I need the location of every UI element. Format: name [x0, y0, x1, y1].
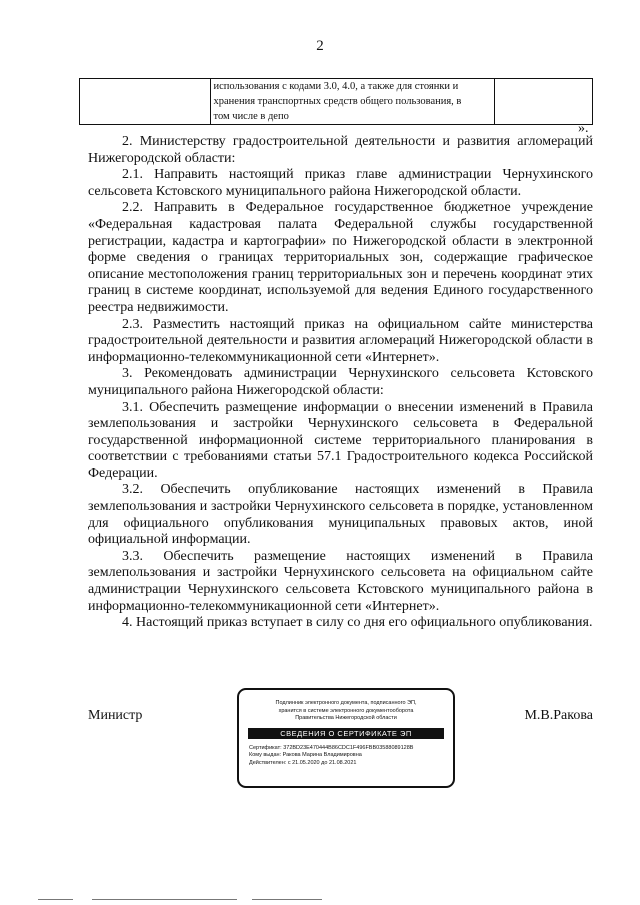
- paragraph-3-3: 3.3. Обеспечить размещение настоящих изменений в Правила землепользования и застройки Чернухинского сельсовета на официальном сайте администрации Чернухинского сельсовета Кстовского муниципального района в информационно-телекоммуникационной сети «Интернет».: [88, 548, 593, 614]
- table-cell-empty: [80, 79, 211, 125]
- page-number: 2: [316, 38, 324, 54]
- table-text-line: хранения транспортных средств общего пользования, в: [213, 96, 462, 107]
- signatory-position: Министр: [88, 708, 143, 723]
- signatory-name: М.В.Ракова: [524, 708, 593, 723]
- continued-table: [79, 78, 593, 125]
- stamp-header: СВЕДЕНИЯ О СЕРТИФИКАТЕ ЭП: [248, 728, 444, 739]
- electronic-signature-stamp: [237, 688, 455, 788]
- paragraph-3: 3. Рекомендовать администрации Чернухинского сельсовета Кстовского муниципального района Нижегородской области:: [88, 366, 593, 398]
- table-text-line: том числе в депо: [213, 111, 289, 122]
- table-text-line: использования с кодами 3.0, 4.0, а также для стоянки и: [213, 81, 459, 92]
- footer-rule: [38, 899, 73, 900]
- table-cell-empty: [494, 79, 592, 125]
- paragraph-4: 4. Настоящий приказ вступает в силу со дня его официального опубликования.: [122, 615, 593, 631]
- closing-quote: ».: [578, 121, 589, 136]
- document-body: [88, 134, 593, 632]
- stamp-details: [249, 745, 453, 768]
- stamp-issued-to: Кому выдан: Ракова Марина Владимировна: [249, 752, 362, 758]
- table-cell-text: [210, 79, 494, 125]
- stamp-text-line: Правительства Нижегородской области: [295, 715, 397, 721]
- table-row: [80, 79, 593, 125]
- footer-rule: [92, 899, 237, 900]
- paragraph-2-2: 2.2. Направить в Федеральное государственное бюджетное учреждение «Федеральная кадастровая палата Федеральной службы государственной регистрации, кадастра и картографии» по Нижегородской области в электронной форме сведения о границах территориальных зон, содержащие графическое описание местоположения границ территориальных зон и перечень координат этих границ в системе координат, используемой для ведения Единого государственного реестра недвижимости.: [88, 200, 593, 315]
- paragraph-3-1: 3.1. Обеспечить размещение информации о внесении изменений в Правила землепользования и застройки Чернухинского сельсовета в Федеральной государственной информационной системе территориального планирования в соответствии с требованиями статьи 57.1 Градостроительного кодекса Российской Федерации.: [88, 399, 593, 481]
- paragraph-3-2: 3.2. Обеспечить опубликование настоящих изменений в Правила землепользования и застройки Чернухинского сельсовета в порядке, установленном для официального опубликования муниципальных правовых актов, иной официальной информации.: [88, 482, 593, 548]
- stamp-text-line: хранится в системе электронного документооборота: [278, 707, 414, 714]
- paragraph-2-3: 2.3. Разместить настоящий приказ на официальном сайте министерства градостроительной деятельности и развития агломераций Нижегородской области в информационно-телекоммуникационной сети «Интернет».: [88, 316, 593, 365]
- paragraph-2-1: 2.1. Направить настоящий приказ главе администрации Чернухинского сельсовета Кстовского муниципального района Нижегородской области.: [88, 167, 593, 199]
- stamp-text-line: Подлинник электронного документа, подписанного ЭП,: [275, 700, 417, 706]
- footer-rule: [252, 899, 322, 900]
- stamp-certificate: Сертификат: 372BD23E470444B86CDC1F496FBB03588089128B: [249, 744, 414, 751]
- stamp-validity: Действителен: с 21.05.2020 до 21.08.2021: [249, 759, 357, 766]
- paragraph-2: 2. Министерству градостроительной деятельности и развития агломераций Нижегородской области:: [88, 134, 593, 166]
